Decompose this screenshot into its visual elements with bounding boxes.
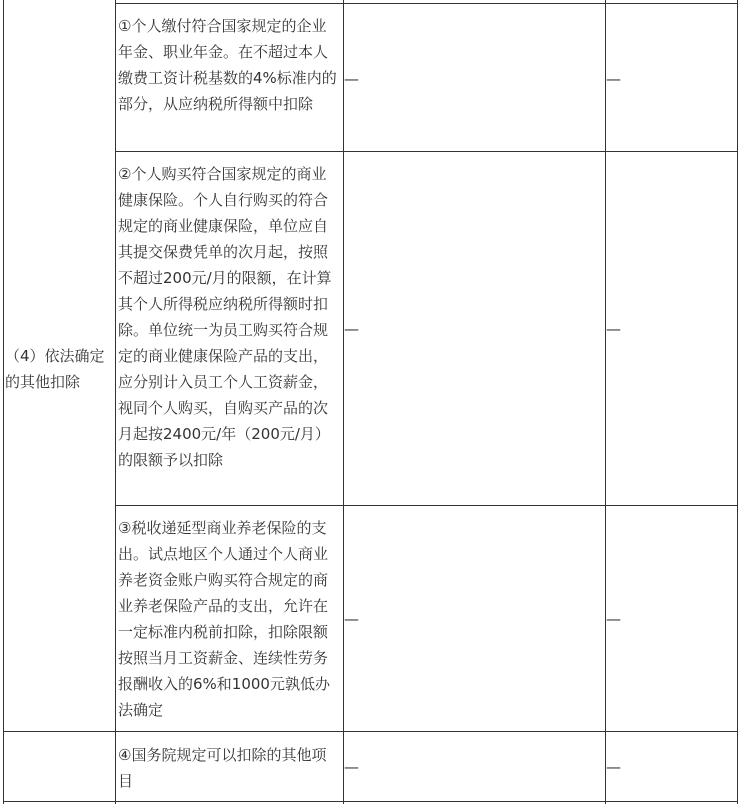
dash: — (606, 320, 621, 338)
table-row-3-col3 (343, 505, 605, 731)
table-border-right (737, 0, 738, 804)
table-row-1-col4 (605, 3, 737, 151)
table-row-2-description: ②个人购买符合国家规定的商业健康保险。个人自行购买的符合规定的商业健康保险，单位应自其提交保费凭单的次月起，按照不超过200元/月的限额，在计算其个人所得税应纳税所得额时扣除。单位统一为员工购买符合规定的商业健康保险产品的支出，应分别计入员工个人工资薪金，视同个人购买，自购买产品的次月起按2400元/年（200元/月）的限额予以扣除 (118, 165, 332, 469)
dash: — (344, 610, 359, 628)
table-border-left (3, 0, 4, 804)
dash: — (344, 70, 359, 88)
table-border-bottom (3, 801, 738, 802)
table-row-4-col3 (343, 731, 605, 801)
dash: — (606, 758, 621, 776)
dash: — (606, 610, 621, 628)
table-row-1-col3 (343, 3, 605, 151)
table-row-3-description: ③税收递延型商业养老保险的支出。试点地区个人通过个人商业养老资金账户购买符合规定的商业养老保险产品的支出，允许在一定标准内税前扣除，扣除限额按照当月工资薪金、连续性劳务报酬收入的6%和1000元孰低办法确定 (118, 519, 330, 719)
table-row-4-description: ④国务院规定可以扣除的其他项目 (118, 746, 327, 790)
table-row-3-col4 (605, 505, 737, 731)
dash: — (606, 70, 621, 88)
table-row-2-col3 (343, 151, 605, 505)
dash: — (344, 320, 359, 338)
group-label-cell (3, 343, 115, 395)
table-row-1-description: ①个人缴付符合国家规定的企业年金、职业年金。在不超过本人缴费工资计税基数的4%标准内的部分，从应纳税所得额中扣除 (118, 17, 337, 113)
table-row-4-col4 (605, 731, 737, 801)
dash: — (344, 758, 359, 776)
table-row-2-col4 (605, 151, 737, 505)
group-label: （4）依法确定的其他扣除 (5, 347, 105, 391)
